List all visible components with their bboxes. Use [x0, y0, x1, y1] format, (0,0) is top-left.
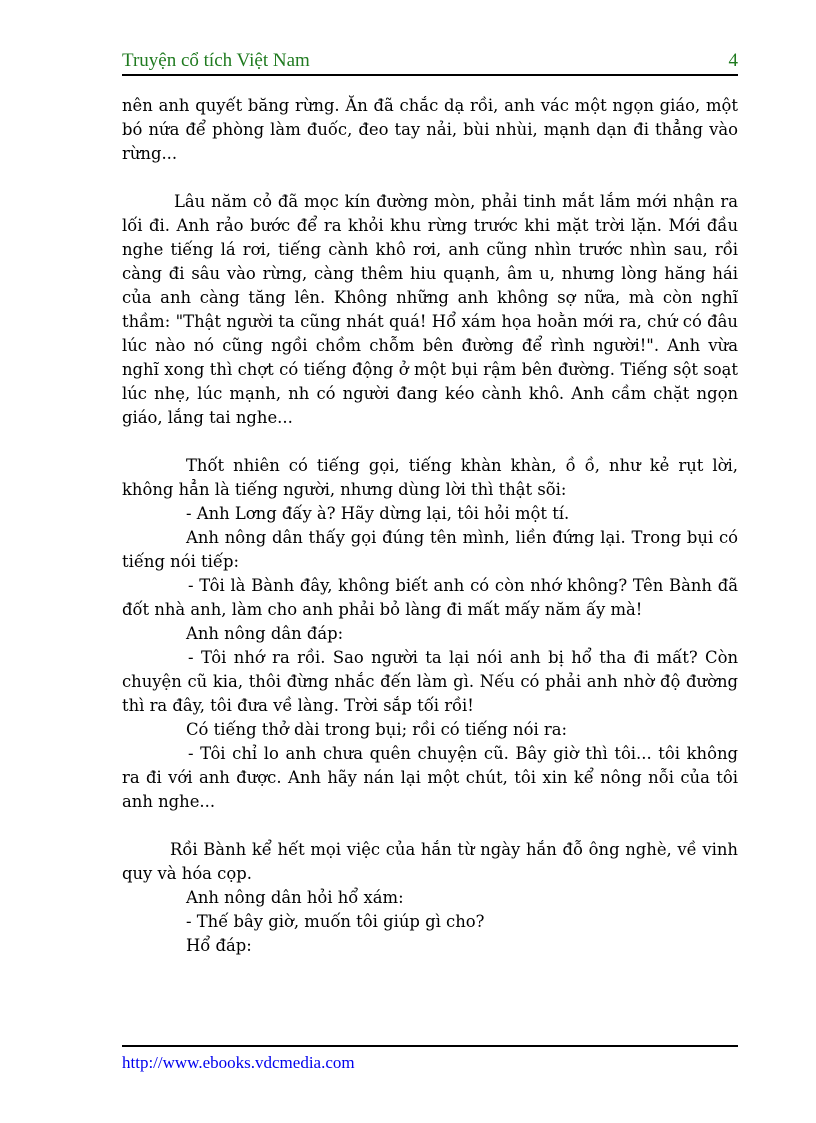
story-text	[122, 94, 738, 958]
paragraph: Rồi Bành kể hết mọi việc của hắn từ ngày hắn đỗ ông nghè, về vinh quy và hóa cọp.	[122, 840, 738, 883]
paragraph: Lâu năm cỏ đã mọc kín đường mòn, phải tinh mắt lắm mới nhận ra lối đi. Anh rảo bước để ra khỏi khu rừng trước khi mặt trời lặn. Mới đầu nghe tiếng lá rơi, tiếng cành khô rơi, anh cũng nhìn trước nhìn sau, rồi càng đi sâu vào rừng, càng thêm hiu quạnh, âm u, nhưng lòng hăng hái của anh càng tăng lên. Không những anh không sợ nữa, mà còn nghĩ thầm: "Thật người ta cũng nhát quá! Hổ xám họa hoằn mới ra, chứ có đâu lúc nào nó cũng ngồi chồm chỗm bên đường để rình người!". Anh vừa nghĩ xong thì chợt có tiếng động ở một bụi rậm bên đường. Tiếng sột soạt lúc nhẹ, lúc mạnh, nh có người đang kéo cành khô. Anh cầm chặt ngọn giáo, lắng tai nghe...	[122, 192, 738, 427]
paragraph: Anh nông dân đáp:	[186, 624, 344, 643]
dialogue-line: - Anh Lơng đấy à? Hãy dừng lại, tôi hỏi một tí.	[186, 504, 570, 523]
paragraph: Anh nông dân hỏi hổ xám:	[186, 888, 404, 907]
page-footer	[122, 1045, 738, 1073]
paragraph: Có tiếng thở dài trong bụi; rồi có tiếng nói ra:	[186, 720, 568, 739]
paragraph: Hổ đáp:	[186, 936, 252, 955]
paragraph: Anh nông dân thấy gọi đúng tên mình, liền đứng lại. Trong bụi có tiếng nói tiếp:	[122, 528, 738, 571]
page-number: 4	[728, 50, 738, 71]
dialogue-line: - Tôi chỉ lo anh chưa quên chuyện cũ. Bây giờ thì tôi... tôi không ra đi với anh được. Anh hãy nán lại một chút, tôi xin kể nông nỗi của tôi anh nghe...	[122, 744, 738, 811]
paragraph: nên anh quyết băng rừng. Ăn đã chắc dạ rồi, anh vác một ngọn giáo, một bó nứa để phòng làm đuốc, đeo tay nải, bùi nhùi, mạnh dạn đi thẳng vào rừng...	[122, 96, 738, 163]
book-title: Truyện cổ tích Việt Nam	[122, 50, 310, 71]
dialogue-line: - Thế bây giờ, muốn tôi giúp gì cho?	[186, 912, 485, 931]
dialogue-line: - Tôi nhớ ra rồi. Sao người ta lại nói anh bị hổ tha đi mất? Còn chuyện cũ kia, thôi đừng nhắc đến làm gì. Nếu có phải anh nhờ độ đường thì ra đây, tôi đưa về làng. Trời sắp tối rồi!	[122, 648, 738, 715]
dialogue-line: - Tôi là Bành đây, không biết anh có còn nhớ không? Tên Bành đã đốt nhà anh, làm cho anh phải bỏ làng đi mất mấy năm ấy mà!	[122, 576, 738, 619]
page-header	[122, 50, 738, 76]
website-link[interactable]: http://www.ebooks.vdcmedia.com	[122, 1053, 355, 1072]
paragraph: Thốt nhiên có tiếng gọi, tiếng khàn khàn, ồ ồ, như kẻ rụt lời, không hẳn là tiếng người, nhưng dùng lời thì thật sõi:	[122, 456, 738, 499]
